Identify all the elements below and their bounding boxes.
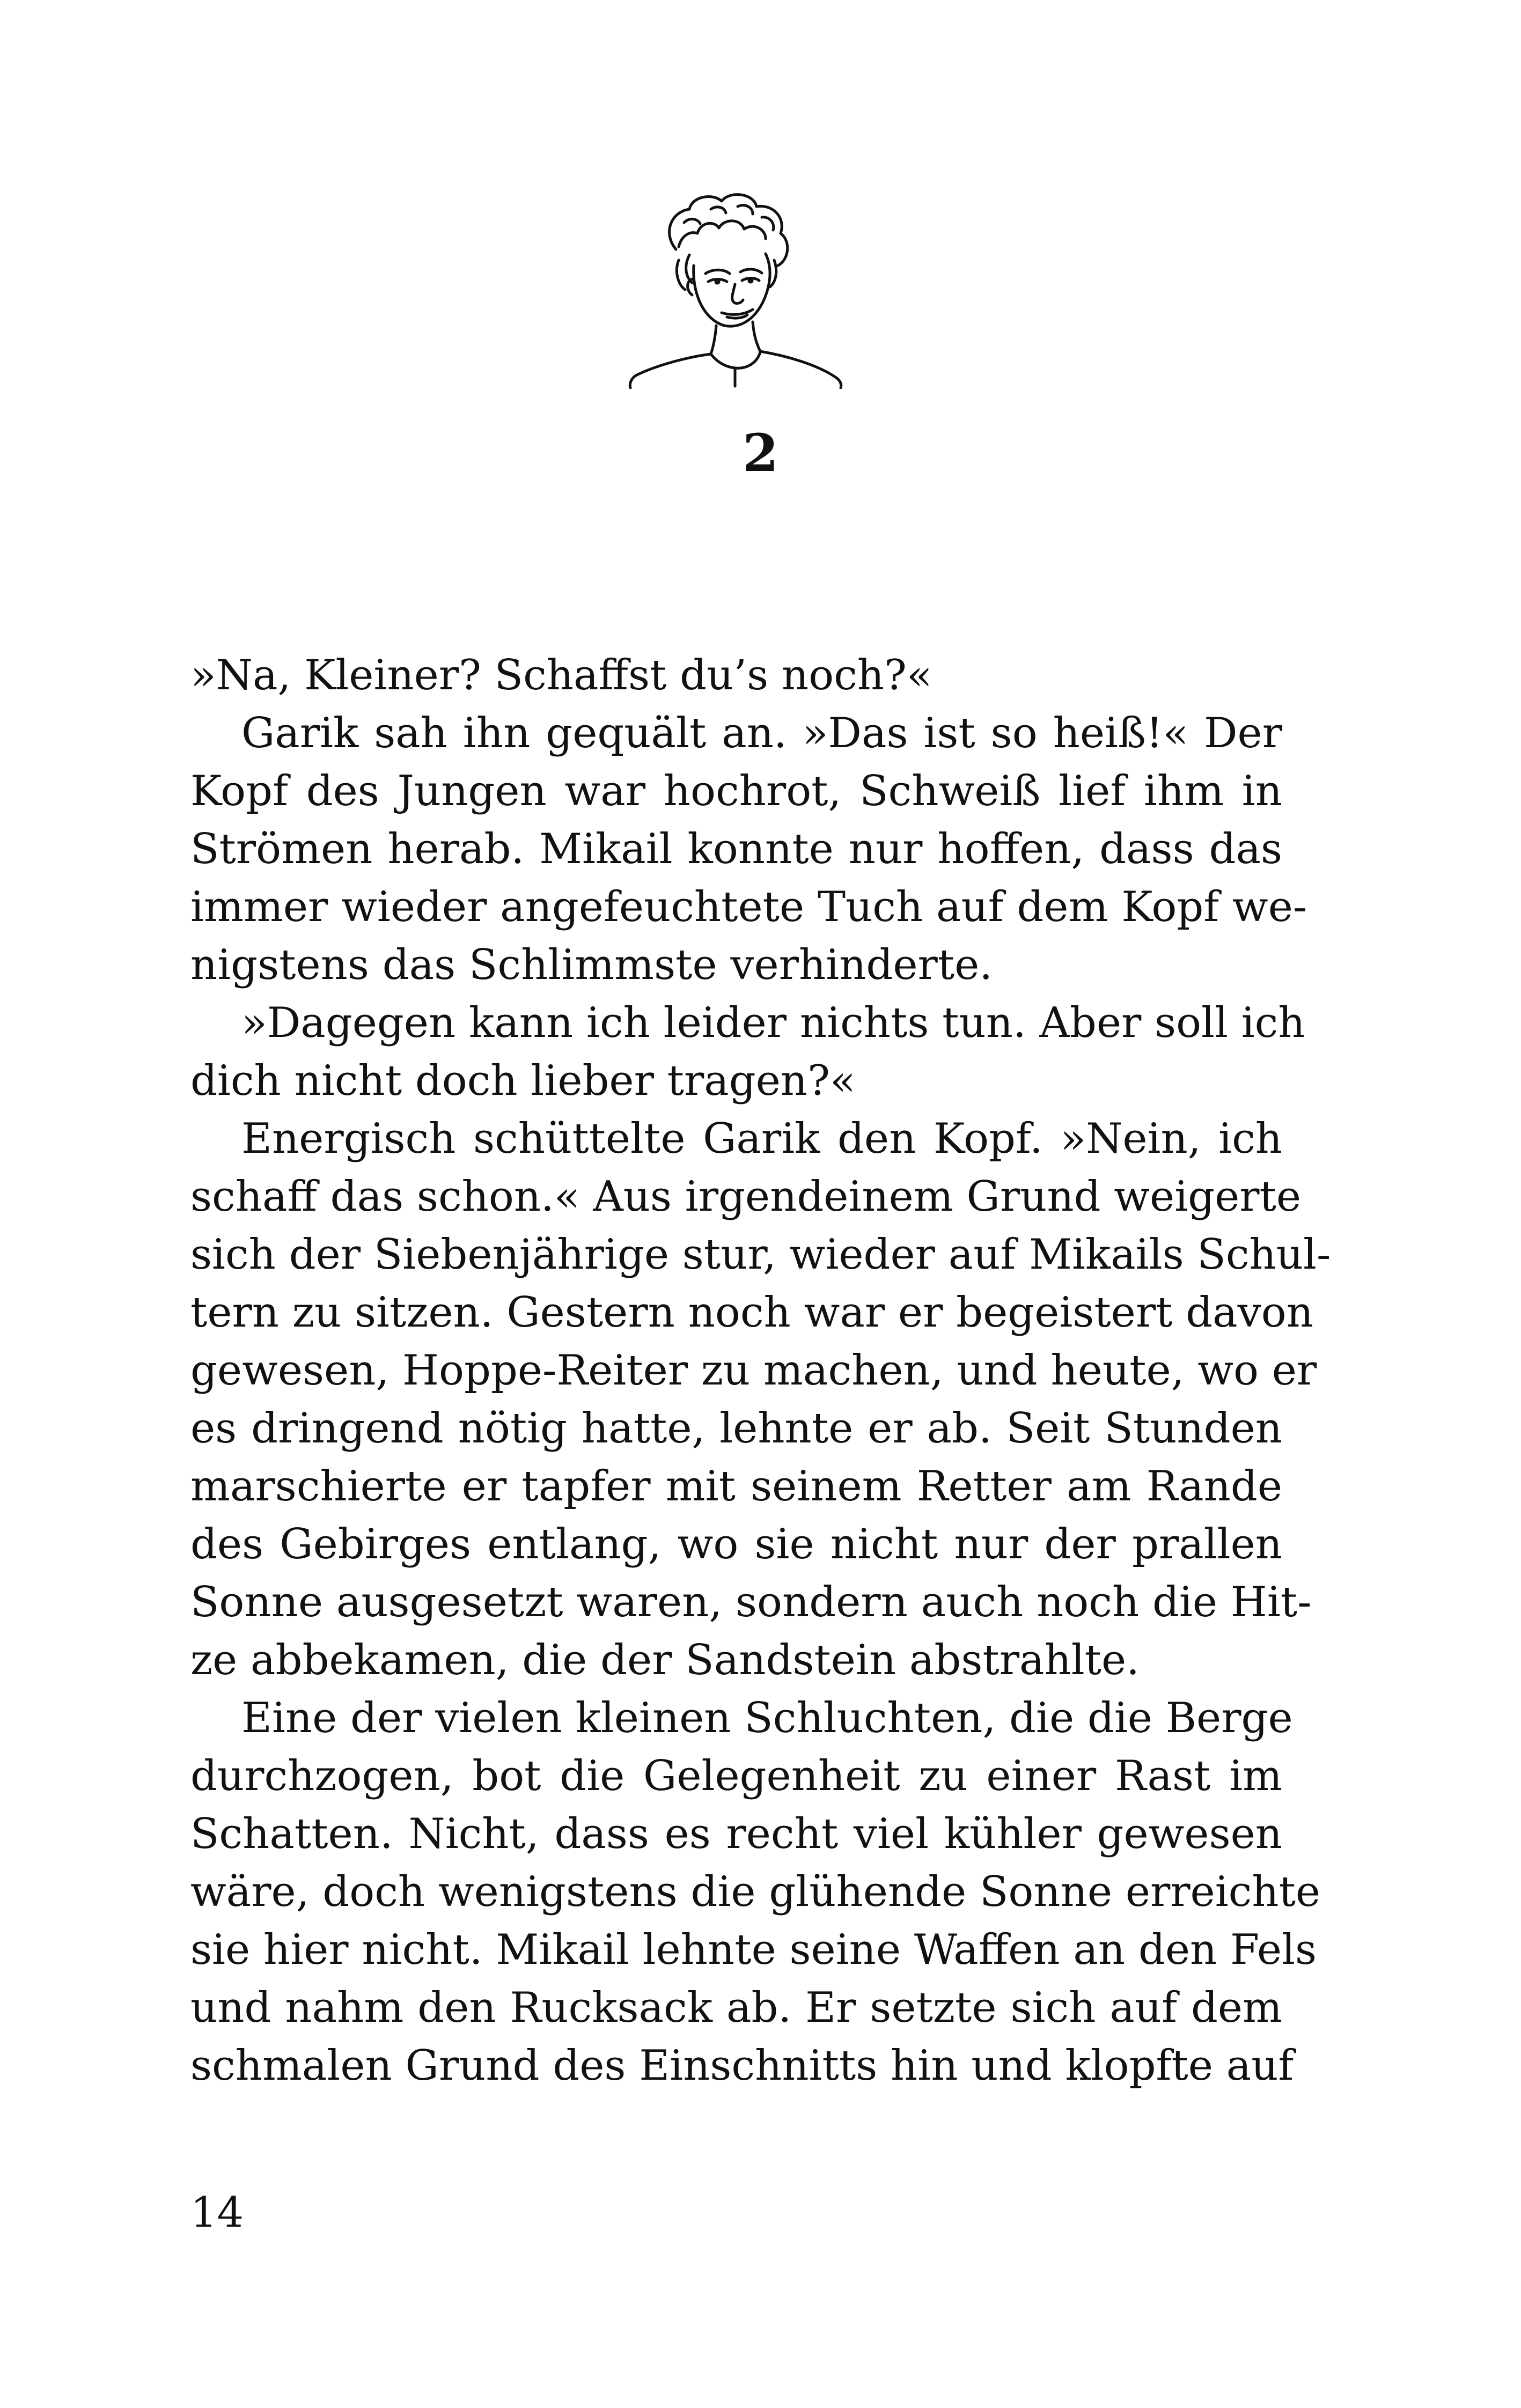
text-line: tern zu sitzen. Gestern noch war er begeistert davon — [190, 1288, 1313, 1337]
text-line: Sonne ausgesetzt waren, sondern auch noch die Hit- — [190, 1578, 1312, 1626]
text-line: »Na, Kleiner? Schaffst du’s noch?« — [190, 651, 932, 699]
text-line: Eine der vielen kleinen Schluchten, die die Berge — [241, 1694, 1293, 1742]
text-line: und nahm den Rucksack ab. Er setzte sich auf dem — [190, 1984, 1282, 2032]
text-line: sich der Siebenjährige stur, wieder auf Mikails Schul- — [190, 1231, 1331, 1279]
text-line: Energisch schüttelte Garik den Kopf. »Nein, ich — [241, 1115, 1282, 1163]
text-line: durchzogen, bot die Gelegenheit zu einer Rast im — [190, 1752, 1282, 1800]
text-line: es dringend nötig hatte, lehnte er ab. Seit Stunden — [190, 1404, 1282, 1453]
text-line: nigstens das Schlimmste verhinderte. — [190, 941, 993, 989]
text-line: marschierte er tapfer mit seinem Retter am Rande — [190, 1462, 1282, 1511]
text-line: wäre, doch wenigstens die glühende Sonne erreichte — [190, 1868, 1321, 1916]
text-line: »Dagegen kann ich leider nichts tun. Aber soll ich — [241, 999, 1305, 1047]
text-line: Strömen herab. Mikail konnte nur hoffen, dass das — [190, 825, 1282, 873]
chapter-number: 2 — [743, 423, 778, 483]
text-line: immer wieder angefeuchtete Tuch auf dem Kopf we- — [190, 883, 1307, 931]
chapter-body-text — [190, 646, 1331, 2095]
text-line: des Gebirges entlang, wo sie nicht nur der prallen — [190, 1520, 1282, 1568]
text-line: sie hier nicht. Mikail lehnte seine Waffen an den Fels — [190, 1926, 1317, 1974]
text-line: gewesen, Hoppe-Reiter zu machen, und heute, wo er — [190, 1346, 1317, 1395]
text-line: schaff das schon.« Aus irgendeinem Grund weigerte — [190, 1173, 1302, 1221]
text-line: Garik sah ihn gequält an. »Das ist so heiß!« Der — [241, 709, 1282, 757]
text-line: Schatten. Nicht, dass es recht viel kühler gewesen — [190, 1810, 1282, 1858]
page-number: 14 — [190, 2189, 244, 2237]
text-line: dich nicht doch lieber tragen?« — [190, 1057, 856, 1105]
boy-portrait-illustration — [625, 185, 845, 389]
text-line: ze abbekamen, die der Sandstein abstrahlte. — [190, 1636, 1140, 1684]
text-line: Kopf des Jungen war hochrot, Schweiß lief ihm in — [190, 767, 1282, 815]
text-line: schmalen Grund des Einschnitts hin und klopfte auf — [190, 2042, 1294, 2090]
